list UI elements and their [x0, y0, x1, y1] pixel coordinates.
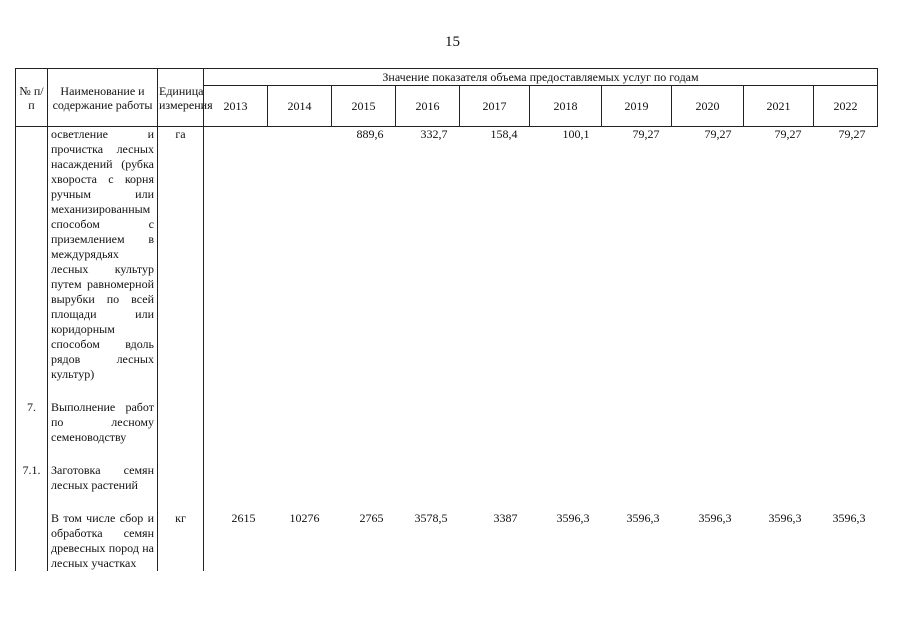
row-value: 79,27 [704, 127, 732, 141]
header-year: 2022 [814, 86, 878, 127]
row-unit [158, 463, 204, 493]
row-value: 3596,3 [556, 511, 590, 525]
row-value: 100,1 [562, 127, 590, 141]
row-number [16, 127, 48, 383]
header-name: Наименование и содержание работы [48, 69, 158, 127]
row-unit [158, 400, 204, 445]
header-year: 2014 [268, 86, 332, 127]
table-row [16, 400, 878, 445]
row-spacer [16, 493, 878, 511]
row-work-name: Выполнение работ по лесному семеноводству [48, 400, 158, 445]
row-value [602, 400, 672, 445]
table-row [16, 511, 878, 571]
table-row [16, 127, 878, 383]
header-unit: Единица измерения [158, 69, 204, 127]
row-value [332, 463, 396, 493]
row-value: 3596,3 [768, 511, 802, 525]
row-value: 79,27 [632, 127, 660, 141]
row-value [530, 463, 602, 493]
row-value [204, 127, 268, 383]
row-value: 3596,3 [832, 511, 866, 525]
row-value: 3596,3 [626, 511, 660, 525]
row-value [530, 400, 602, 445]
row-value: 3387 [493, 511, 518, 525]
row-value [744, 463, 814, 493]
row-unit: кг [158, 511, 204, 571]
row-number: 7.1. [16, 463, 48, 493]
row-value [268, 463, 332, 493]
row-work-name: Заготовка семян лесных растений [48, 463, 158, 493]
row-value: 889,6 [356, 127, 384, 141]
header-year: 2019 [602, 86, 672, 127]
header-year: 2015 [332, 86, 396, 127]
row-value [460, 400, 530, 445]
row-value [396, 400, 460, 445]
header-year: 2020 [672, 86, 744, 127]
row-value: 79,27 [838, 127, 866, 141]
header-year: 2018 [530, 86, 602, 127]
header-num: № п/п [16, 69, 48, 127]
header-values-group: Значение показателя объема предоставляемых услуг по годам [204, 69, 878, 86]
row-spacer [16, 445, 878, 463]
row-value [204, 400, 268, 445]
row-value [396, 463, 460, 493]
row-value: 158,4 [490, 127, 518, 141]
row-work-name: осветление и прочистка лесных насаждений (рубка хвороста с корня ручным или механизированным способом с приземлением в междурядьях лесных культур путем равномерной вырубки по всей площади или коридорным способом вдоль рядов лесных культур) [48, 127, 158, 383]
row-value: 2615 [231, 511, 256, 525]
row-unit: га [158, 127, 204, 383]
row-value [814, 463, 878, 493]
row-value: 3596,3 [698, 511, 732, 525]
row-value: 3578,5 [414, 511, 448, 525]
row-value: 2765 [359, 511, 384, 525]
row-value: 332,7 [420, 127, 448, 141]
row-value [268, 400, 332, 445]
row-value [460, 463, 530, 493]
row-value [814, 400, 878, 445]
header-year: 2013 [204, 86, 268, 127]
row-value [268, 127, 332, 383]
row-value [204, 463, 268, 493]
row-value [602, 463, 672, 493]
header-year: 2021 [744, 86, 814, 127]
row-number: 7. [16, 400, 48, 445]
row-value [744, 400, 814, 445]
page-number: 15 [445, 34, 460, 50]
table-row [16, 463, 878, 493]
row-number [16, 511, 48, 571]
services-volume-table [15, 68, 878, 571]
row-value [672, 463, 744, 493]
header-year: 2017 [460, 86, 530, 127]
row-work-name: В том числе сбор и обработка семян древесных пород на лесных участках [48, 511, 158, 571]
row-value: 79,27 [774, 127, 802, 141]
row-value [672, 400, 744, 445]
row-value [332, 400, 396, 445]
row-spacer [16, 382, 878, 400]
row-value: 10276 [289, 511, 320, 525]
header-year: 2016 [396, 86, 460, 127]
